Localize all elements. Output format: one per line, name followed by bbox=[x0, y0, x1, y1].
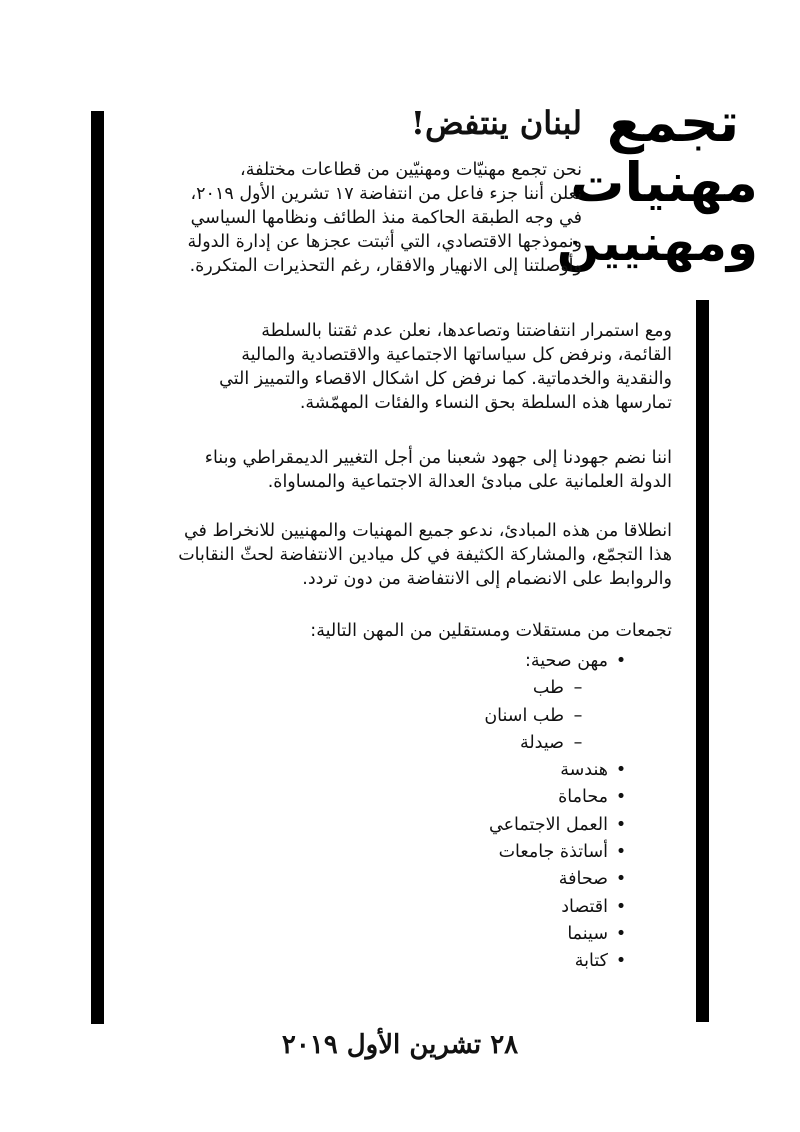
headline: لبنان ينتفض! bbox=[410, 104, 582, 142]
paragraph-line: انطلاقا من هذه المبادئ، ندعو جميع المهنيات والمهنيين للانخراط في bbox=[183, 521, 672, 541]
logo-line-2: مهنيات bbox=[570, 151, 758, 214]
bullet-icon: • bbox=[615, 787, 627, 808]
profession-label: مهن صحية: bbox=[524, 651, 608, 671]
profession-item-writing bbox=[484, 948, 628, 975]
profession-label: صيدلة bbox=[519, 732, 564, 753]
profession-label: اقتصاد bbox=[561, 896, 608, 917]
professions-intro: تجمعات من مستقلات ومستقلين من المهن التالية: bbox=[310, 621, 672, 641]
paragraph-line: تمارسها هذه السلطة بحق النساء والفئات المهمّشة. bbox=[299, 393, 672, 413]
profession-label: العمل الاجتماعي bbox=[489, 814, 608, 835]
bullet-icon: • bbox=[615, 896, 627, 917]
profession-subitem-dentistry bbox=[484, 703, 628, 730]
paragraph-line: ومع استمرار انتفاضتنا وتصاعدها، نعلن عدم ثقتنا بالسلطة bbox=[261, 321, 672, 341]
profession-item-health bbox=[484, 648, 628, 675]
profession-item-law bbox=[484, 784, 628, 811]
profession-label: كتابة bbox=[574, 951, 608, 972]
bullet-icon: • bbox=[615, 651, 627, 671]
profession-label: أساتذة جامعات bbox=[498, 842, 608, 863]
paragraph-line: اننا نضم جهودنا إلى جهود شعبنا من أجل التغيير الديمقراطي وبناء bbox=[204, 448, 672, 468]
profession-item-economics bbox=[484, 894, 628, 921]
logo-line-3: ومهنيين bbox=[556, 214, 758, 272]
bullet-icon: • bbox=[615, 814, 627, 835]
profession-item-social-work bbox=[484, 812, 628, 839]
paragraph-line: الدولة العلمانية على مبادئ العدالة الاجتماعية والمساواة. bbox=[267, 472, 672, 492]
profession-subitem-medicine bbox=[484, 675, 628, 702]
profession-label: هندسة bbox=[560, 760, 608, 781]
profession-label: صحافة bbox=[558, 869, 608, 890]
paragraph-line: والروابط على الانضمام إلى الانتفاضة من دون تردد. bbox=[302, 569, 672, 589]
profession-item-professors bbox=[484, 839, 628, 866]
right-border-bar bbox=[696, 300, 709, 1022]
professions-list bbox=[484, 648, 628, 976]
paragraph-3 bbox=[205, 446, 672, 494]
bullet-icon: • bbox=[615, 842, 627, 863]
bullet-icon: • bbox=[615, 869, 627, 890]
bullet-icon: • bbox=[615, 760, 627, 781]
paragraph-line: وأوصلتنا إلى الانهيار والافقار، رغم التحذيرات المتكررة. bbox=[189, 256, 582, 276]
paragraph-line: ونموذجها الاقتصادي، التي أثبتت عجزها عن إدارة الدولة bbox=[187, 232, 582, 252]
profession-label: طب اسنان bbox=[484, 705, 564, 726]
logo-line-1: تجمع bbox=[606, 91, 740, 154]
paragraph-line: نحن تجمع مهنيّات ومهنيّين من قطاعات مختلفة، bbox=[240, 160, 582, 180]
dash-icon: – bbox=[573, 678, 583, 699]
paragraph-line: في وجه الطبقة الحاكمة منذ الطائف ونظامها السياسي bbox=[190, 208, 582, 228]
paragraph-1 bbox=[187, 158, 582, 278]
paragraph-4 bbox=[178, 519, 672, 591]
dash-icon: – bbox=[573, 705, 583, 726]
paragraph-2 bbox=[219, 319, 672, 415]
bullet-icon: • bbox=[615, 951, 627, 972]
profession-item-journalism bbox=[484, 866, 628, 893]
profession-label: محاماة bbox=[558, 787, 608, 808]
paragraph-line: القائمة، ونرفض كل سياساتها الاجتماعية والاقتصادية والمالية bbox=[241, 345, 672, 365]
dash-icon: – bbox=[573, 732, 583, 753]
paragraph-line: نعلن أننا جزء فاعل من انتفاضة ١٧ تشرين الأول ٢٠١٩، bbox=[190, 184, 582, 204]
bullet-icon: • bbox=[615, 923, 627, 944]
left-border-bar bbox=[91, 111, 104, 1024]
date: ٢٨ تشرين الأول ٢٠١٩ bbox=[281, 1030, 519, 1060]
paragraph-line: هذا التجمّع، والمشاركة الكثيفة في كل ميادين الانتفاضة لحثّ النقابات bbox=[178, 545, 672, 565]
profession-item-cinema bbox=[484, 921, 628, 948]
profession-item-engineering bbox=[484, 757, 628, 784]
profession-label: سينما bbox=[567, 923, 608, 944]
profession-subitem-pharmacy bbox=[484, 730, 628, 757]
logo bbox=[556, 91, 758, 289]
profession-label: طب bbox=[532, 678, 564, 699]
paragraph-line: والنقدية والخدماتية. كما نرفض كل اشكال الاقصاء والتمييز التي bbox=[219, 369, 672, 389]
